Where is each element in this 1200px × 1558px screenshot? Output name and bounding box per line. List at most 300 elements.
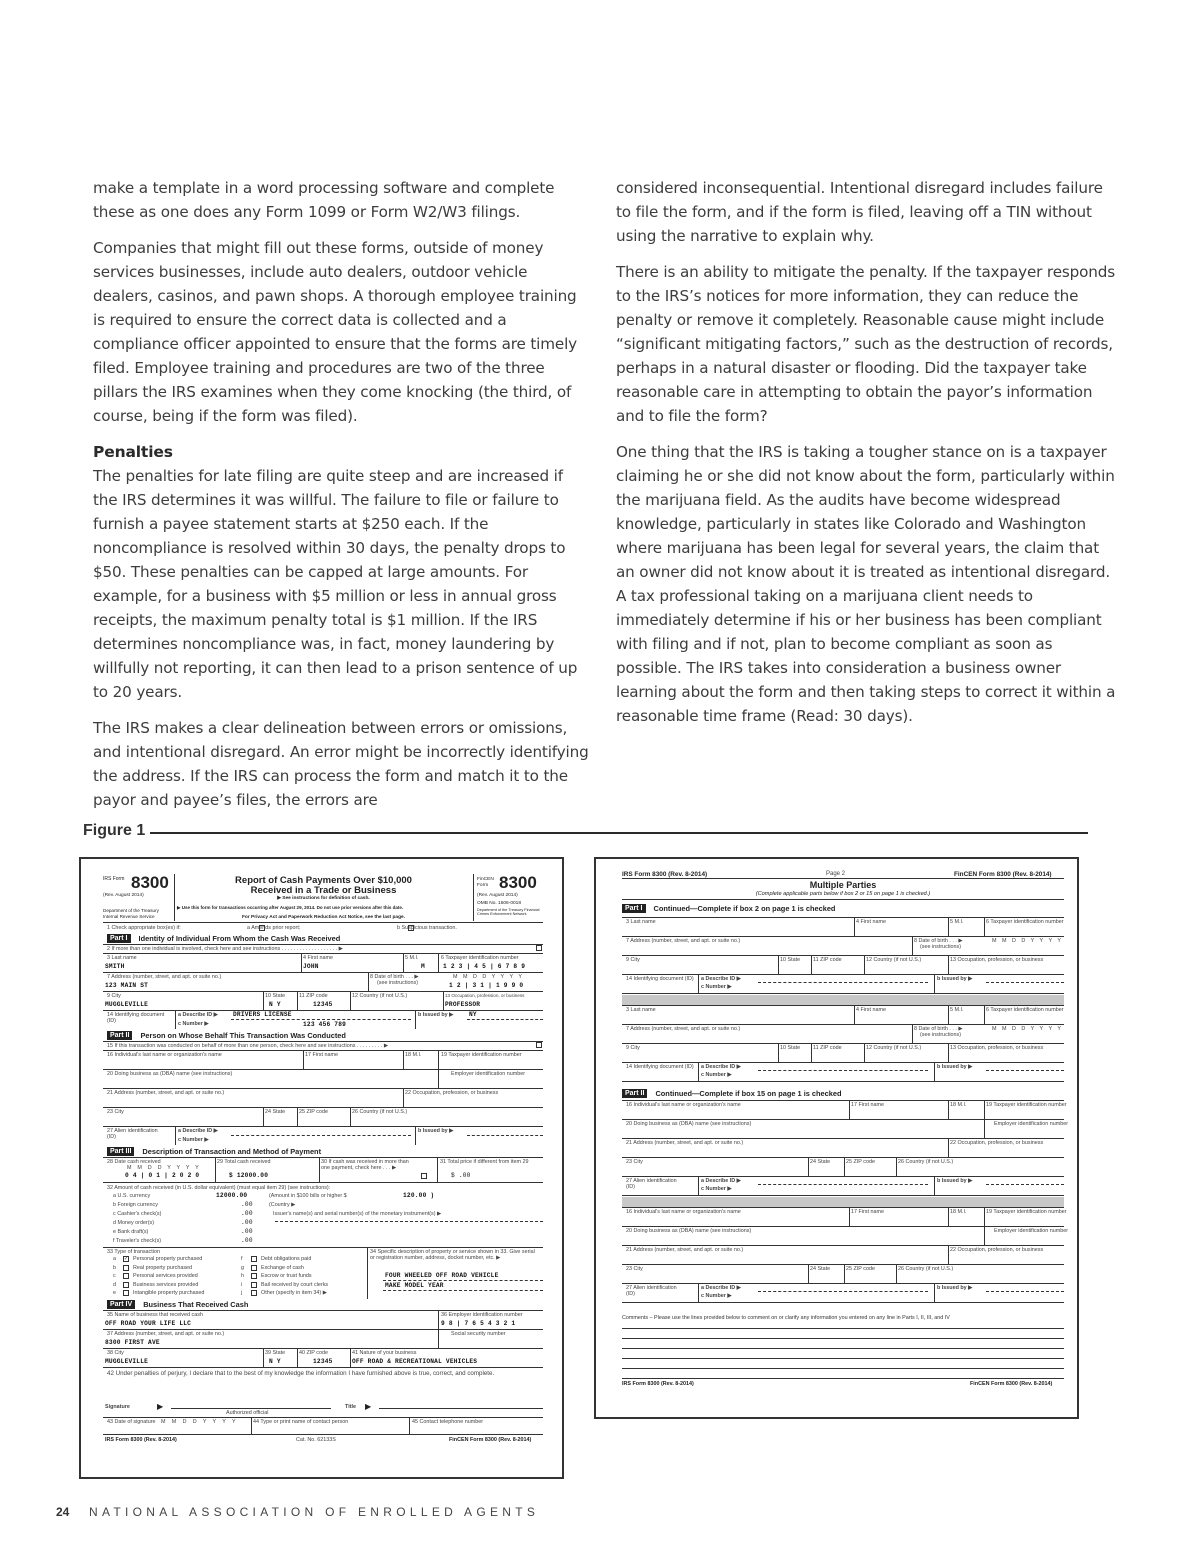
field-label: b Foreign currency [113,1202,158,1208]
divider [103,1310,543,1311]
divider [103,1069,543,1070]
divider [622,917,1064,918]
transaction-type-key: h [241,1273,244,1279]
state-value[interactable]: N Y [269,1001,281,1008]
field-label: (Amount in $100 bills or higher $ [269,1193,347,1199]
transaction-type-label: Other (specify in item 34) ▶ [261,1290,327,1296]
transaction-type-label: Real property purchased [133,1264,193,1271]
divider [103,1050,543,1051]
multiple-payments-checkbox[interactable] [421,1173,427,1179]
divider [622,1005,1064,1006]
part2-continued-header [622,1089,842,1098]
form-title-2: Received in a Trade or Business [250,885,397,896]
form-footer-right: FinCEN Form 8300 (Rev. 8-2014) [449,1437,532,1443]
divider [622,1100,1064,1101]
divider [103,953,543,954]
field-label: 16 Individual's last name or organization's name [626,1209,741,1215]
field-label: 5 M.I. [950,1007,964,1013]
line1-label: 1 Check appropriate box(es) if: [107,925,181,931]
property-description-value-2[interactable]: MAKE MODEL YEAR [385,1282,444,1289]
divider [251,1417,252,1434]
divider [849,1207,850,1226]
part-tag: Part II [622,1089,647,1098]
field-label: 21 Address (number, street, and apt. or suite no.) [626,1247,744,1253]
divider [438,953,439,972]
field-label: 12 Country (if not U.S.) [866,957,922,963]
field-label: 19 Taxpayer identification number [986,1209,1067,1215]
part-title: Continued—Complete if box 2 on page 1 is checked [653,904,836,913]
divider [948,1207,949,1226]
paragraph: The penalties for late filing are quite steep and are increased if the IRS determines it was willful. The failure to file or failure to furnish a payee statement starts at $250 each. If the noncompliance is resolved within 30 days, the penalty drops to $50. These penalties can be capped at large amounts. For example, for a business with $5 million or less in annual gross receipts, the maximum penalty total is $1 million. If the IRS determines noncompliance was, in fact, money laundering by willfully not reporting, it can then lead to a prison sentence of up to 20 years. [93,467,578,701]
divider [303,1050,304,1069]
divider [438,1050,439,1069]
field-label: Employer identification number [451,1071,526,1077]
checkbox[interactable] [123,1273,129,1279]
divider [383,1280,543,1281]
total-cash-value[interactable]: $ 12000.00 [229,1172,269,1179]
hundred-bills-value[interactable]: 120.00 ) [403,1192,435,1199]
divider [103,1247,543,1248]
divider [103,1434,543,1435]
irs-service-label: Internal Revenue Service [103,914,155,919]
transaction-type-key: b [113,1264,116,1271]
divider [984,1100,985,1119]
divider [622,1264,1064,1265]
field-label: 3 Last name [107,955,137,961]
divider [350,1107,351,1126]
field-label: 11 ZIP code [813,1045,842,1051]
city-value[interactable]: MUGGLEVILLE [105,1001,149,1008]
business-name-value[interactable]: OFF ROAD YOUR LIFE LLC [105,1320,192,1327]
field-label: f Traveler's check(s) [113,1238,162,1244]
id-description-value[interactable]: DRIVERS LICENSE [233,1011,292,1018]
field-label: 39 State [265,1350,286,1356]
transaction-type-key: d [113,1281,116,1288]
paragraph: The IRS makes a clear delineation between errors or omissions, and intentional disregard. An error might be incorrectly identifying the address. If the IRS can process the form and match it to the payor and payee’s files, the errors are [93,719,589,809]
checkbox[interactable] [251,1290,257,1296]
form-footer-left: IRS Form 8300 (Rev. 8-2014) [105,1437,177,1443]
comment-line[interactable] [622,1358,1064,1359]
field-label: 6 Taxpayer identification number [441,955,519,961]
field-label: 4 First name [856,1007,886,1013]
divider [948,1138,949,1157]
divider [844,1157,845,1176]
divider [473,874,474,921]
dob-value[interactable]: 1 2 | 3 1 | 1 9 9 0 [449,982,524,989]
paragraph: There is an ability to mitigate the penalty. If the taxpayer responds to the IRS’s notices for more information, they can reduce the penalty or remove it completely. Reasonable cause might include “significant mitigating factors,” such as the destruction of records, perhaps in a natural disaster or flooding. Did the taxpayer take reasonable care in attempting to obtain the payor’s information and to file the form? [616,263,1116,425]
field-label: 23 City [107,1109,124,1115]
foreign-currency-value[interactable]: .00 [241,1201,253,1208]
field-label: Social security number [451,1331,506,1337]
checked-checkbox[interactable]: ✓ [124,1256,129,1262]
divider [297,1107,298,1126]
field-label: 10 State [265,993,286,999]
divider [934,1176,935,1195]
field-label: 7 Address (number, street, and apt. or suite no.) [626,938,741,944]
part-title: Identity of Individual From Whom the Cash Was Received [138,934,341,943]
form-instructions: ▶ See instructions for definition of cash. [277,896,370,901]
divider [622,974,1064,975]
field-label: 4 First name [303,955,333,961]
zip-value[interactable]: 12345 [313,1001,333,1008]
divider [934,1062,935,1081]
checkbox[interactable] [123,1265,129,1271]
field-label: c Number ▶ [701,1186,732,1192]
divider [854,1005,855,1024]
date-format-label: M M D D Y Y Y Y [127,1165,201,1171]
divider [231,1019,411,1020]
field-label: 27 Alien identification (ID) [626,1178,677,1190]
separator-bar [622,995,1064,1005]
field-label: 18 M.I. [405,1052,422,1058]
divider [415,1010,416,1029]
divider [622,878,1064,879]
article-right-column [616,176,1116,740]
business-nature-value[interactable]: OFF ROAD & RECREATIONAL VEHICLES [352,1358,478,1365]
field-label: 16 Individual's last name or organization's name [107,1052,222,1058]
business-zip-value[interactable]: 12345 [313,1358,333,1365]
field-label: b Issued by ▶ [937,1178,973,1184]
transaction-type-key: e [113,1290,116,1296]
field-label: 25 ZIP code [846,1266,875,1272]
field-label: a Describe ID ▶ [178,1012,218,1018]
transaction-type-label: Intangible property purchased [133,1290,205,1296]
divider [622,1119,1064,1120]
date-format-label: M M D D Y Y Y Y [992,938,1063,944]
divider [912,1024,913,1043]
part1-continued-header [622,904,835,913]
multiple-individuals-checkbox[interactable] [536,945,542,951]
field-label: 17 First name [851,1209,884,1215]
signature-label: Signature [105,1404,130,1410]
first-name-value[interactable]: JOHN [303,963,319,970]
divider [986,1184,1064,1185]
field-label: 20 Doing business as (DBA) name (see instructions) [107,1071,233,1077]
bank-draft-value[interactable]: .00 [241,1228,253,1235]
field-label: 10 State [780,957,801,963]
divider [622,955,1064,956]
field-label: a Describe ID ▶ [701,1178,741,1184]
part-title: Person on Whose Behalf This Transaction Was Conducted [140,1031,346,1040]
divider [467,1019,543,1020]
transaction-type-key: f [241,1256,243,1262]
fincen-rev: (Rev. August 2014) [477,893,518,898]
field-label: 26 Country (if not U.S.) [352,1109,408,1115]
part-tag: Part I [107,934,131,943]
divider [698,974,699,993]
arrow-icon: ▶ [157,1402,164,1411]
part1-header [107,934,340,943]
part-title: Business That Received Cash [143,1300,249,1309]
date-received-value[interactable]: 0 4 | 0 1 | 2 0 2 0 [125,1172,200,1179]
divider [403,953,404,972]
field-label: 22 Occupation, profession, or business [950,1140,1044,1146]
field-label: 7 Address (number, street, and apt. or suite no.) [626,1026,741,1032]
field-label: 18 M.I. [950,1209,967,1215]
fincen-dept: Department of the Treasury Financial Crimes Enforcement Network [477,908,540,917]
date-format-label: M M D D Y Y Y Y [992,1026,1063,1032]
field-label: 8 Date of birth . . . ▶ [914,1026,963,1032]
divider [948,1100,949,1119]
field-label: 34 Specific description of property or service shown in 33. Give serial or registration number, address, docket number, etc. ▶ [370,1249,535,1262]
divider [849,1100,850,1119]
divider [103,1157,543,1158]
figure-rule [150,832,1088,834]
transaction-type-label: Personal services provided [133,1273,198,1279]
paragraph: Companies that might fill out these forms, outside of money services businesses, include auto dealers, outdoor vehicle dealers, casinos, and pawn shops. A thorough employee training is required to ensure the correct data is collected and a compliance officer appointed to ensure that the forms are timely filed. Employee training and procedures are two of the three pillars the IRS examines when they come knocking (the third, of course, being if the form was filed). [93,239,577,425]
field-label: 24 State [265,1109,286,1115]
divider [622,936,1064,937]
divider [934,974,935,993]
last-name-value[interactable]: SMITH [105,963,125,970]
field-label: 8 Date of birth . . . ▶ [370,974,419,980]
figure-label: Figure 1 [83,822,146,839]
field-label: Authorized official [226,1410,269,1416]
divider [984,1207,985,1226]
page2-title: Multiple Parties [809,880,877,890]
field-label: 27 Alien identification (ID) [107,1128,158,1140]
travelers-check-value[interactable]: .00 [241,1237,253,1244]
divider [438,1069,439,1088]
irs-form-label: IRS Form [103,876,125,882]
transaction-type-key: g [241,1264,244,1271]
divider [301,953,302,972]
divider [698,1062,699,1081]
field-label: 22 Occupation, profession, or business [950,1247,1044,1253]
id-issued-value[interactable]: NY [469,1011,477,1018]
divider [263,1107,264,1126]
field-label: c Number ▶ [178,1137,209,1143]
field-label: 5 M.I. [405,955,419,961]
divider [844,1264,845,1283]
page2-subtitle: (Complete applicable parts below if box 2 or 15 on page 1 is checked.) [755,891,931,897]
divider [215,1157,216,1182]
field-label: 6 Taxpayer identification number [986,919,1064,925]
divider [103,922,543,923]
divider [984,1005,985,1024]
divider [409,1417,410,1434]
field-label: 33 Type of transaction [107,1249,160,1255]
checkbox[interactable] [251,1265,257,1271]
divider [443,991,444,1010]
form-number: 8300 [131,873,169,892]
divider [622,1176,1064,1177]
divider [948,1245,949,1264]
field-label: 14 Identifying document (ID) [107,1012,165,1024]
divider [622,1195,1064,1196]
field-label: 17 First name [851,1102,884,1108]
field-label: 19 Taxpayer identification number [986,1102,1067,1108]
field-label: 23 City [626,1159,643,1165]
field-label: 20 Doing business as (DBA) name (see instructions) [626,1228,752,1234]
field-label: 35 Name of business that received cash [107,1312,203,1318]
form-8300-page1 [79,857,564,1479]
divider [698,1176,699,1195]
divider [698,1283,699,1302]
checkbox[interactable] [251,1273,257,1279]
field-label: 9 City [626,957,640,963]
title-line[interactable] [379,1408,543,1409]
field-label: b Issued by ▶ [937,1064,973,1070]
field-label: Employer identification number [994,1228,1069,1234]
field-label: a Describe ID ▶ [178,1128,218,1134]
divider [984,917,985,936]
divider [778,955,779,974]
checkbox[interactable] [123,1290,129,1296]
field-label: c Number ▶ [701,1072,732,1078]
field-label: 14 Identifying document (ID) [626,1064,694,1070]
field-label: 24 State [810,1266,831,1272]
transaction-type-key: i [241,1281,243,1288]
field-label: b Issued by ▶ [418,1012,454,1018]
field-label: 38 City [107,1350,124,1356]
divider [758,982,928,983]
transaction-type-label: Bail received by court clerks [261,1281,329,1288]
field-label: 43 Date of signature [107,1419,156,1425]
divider [986,1070,1064,1071]
divider [896,1264,897,1283]
field-label: 3 Last name [626,919,656,925]
privacy-note: For Privacy Act and Paperwork Reduction Act Notice, see the last page. [241,915,406,920]
perjury-statement: 42 Under penalties of perjury, I declare that to the best of my knowledge the information I have furnished above is true, correct, and complete. [107,1370,495,1377]
fincen-form-number: 8300 [499,873,537,892]
form-rev: (Rev. August 2014) [103,893,144,898]
divider [103,1126,543,1127]
occupation-value[interactable]: PROFESSOR [445,1001,481,1008]
separator-bar [622,1197,1064,1207]
divider [864,1043,865,1062]
transaction-type-label: Business services provided [133,1281,199,1288]
field-label: 25 ZIP code [846,1159,875,1165]
divider [758,1184,928,1185]
divider [383,1290,543,1291]
divider [758,1070,928,1071]
address-value[interactable]: 123 MAIN ST [105,982,149,989]
money-order-value[interactable]: .00 [241,1219,253,1226]
transaction-type-key: a [113,1256,116,1262]
field-label: Employer identification number [994,1121,1069,1127]
part-tag: Part II [107,1031,132,1040]
divider [319,1157,320,1182]
field-label: 32 Amount of cash received (in U.S. dollar equivalent) (must equal item 29) (see instructions): [107,1185,331,1191]
field-label: b Issued by ▶ [937,1285,973,1291]
divider [948,955,949,974]
comment-line[interactable] [622,1338,1064,1339]
field-label: (see instructions) [377,980,419,986]
comment-line[interactable] [622,1348,1064,1349]
divider [350,991,351,1010]
field-label: 29 Total cash received [217,1159,271,1165]
divider [984,1119,985,1138]
tin-value[interactable]: 1 2 3 | 4 5 | 6 7 8 9 [443,963,526,970]
field-label: 24 State [810,1159,831,1165]
field-label: 9 City [107,993,121,999]
total-price-value[interactable]: $ .00 [451,1172,471,1179]
divider [103,1367,543,1368]
field-label: 44 Type or print name of contact person [253,1419,349,1425]
divider [948,1005,949,1024]
dept-label: Department of the Treasury [103,908,159,913]
field-label: c Cashier's check(s) [113,1211,162,1217]
divider [622,1226,1064,1227]
field-label: 40 ZIP code [299,1350,328,1356]
field-label: a Describe ID ▶ [701,976,741,982]
divider [622,1302,1064,1303]
field-label: 18 M.I. [950,1102,967,1108]
divider [103,1088,543,1089]
divider [297,1348,298,1367]
field-label: 41 Nature of your business [352,1350,417,1356]
checkbox[interactable] [251,1256,257,1262]
field-label: d Money order(s) [113,1220,155,1226]
divider [103,1010,543,1011]
field-label: e Bank draft(s) [113,1229,149,1235]
checkbox[interactable] [251,1282,257,1288]
field-label: 12 Country (if not U.S.) [866,1045,922,1051]
divider [174,874,175,921]
article-left-column [93,176,589,824]
divider [622,1283,1064,1284]
field-label: 36 Employer identification number [441,1312,523,1318]
business-state-value[interactable]: N Y [269,1358,281,1365]
part-tag: Part I [622,904,646,913]
field-label: 31 Total price if different from item 29 [440,1159,529,1165]
arrow-icon: ▶ [365,1402,372,1411]
multiple-persons-checkbox[interactable] [536,1042,542,1048]
divider [437,1157,438,1182]
field-label: 19 Taxpayer identification number [441,1052,522,1058]
divider [175,1010,176,1029]
comment-line[interactable] [622,1368,1064,1369]
divider [896,1157,897,1176]
divider [403,1088,404,1107]
field-label: 27 Alien identification (ID) [626,1285,677,1297]
cashiers-check-value[interactable]: .00 [241,1210,253,1217]
field-label: 11 ZIP code [813,957,842,963]
divider [263,1348,264,1367]
divider [986,982,1064,983]
divider [811,955,812,974]
divider [403,1050,404,1069]
mi-value[interactable]: M [421,963,425,970]
comment-line[interactable] [622,1328,1064,1329]
checkbox[interactable] [123,1282,129,1288]
transaction-type-key: c [113,1273,116,1279]
field-label: 3 Last name [626,1007,656,1013]
us-currency-value[interactable]: 12000.00 [216,1192,248,1199]
field-label: b Issued by ▶ [937,976,973,982]
field-label: 21 Address (number, street, and apt. or suite no.) [107,1090,225,1096]
property-description-value[interactable]: FOUR WHEELED OFF ROAD VEHICLE [385,1272,499,1279]
signature-line[interactable] [171,1408,331,1409]
field-label: 12 Country (if not U.S.) [352,993,408,999]
divider [778,1043,779,1062]
divider [467,1135,543,1136]
business-city-value[interactable]: MUGGLEVILLE [105,1358,149,1365]
business-address-value[interactable]: 8300 FIRST AVE [105,1339,160,1346]
id-number-value[interactable]: 123 456 789 [303,1021,347,1028]
ein-value[interactable]: 9 8 | 7 6 5 4 3 2 1 [441,1320,516,1327]
divider [622,899,1064,900]
form-footer-catalog: Cat. No. 62133S [296,1437,336,1443]
divider [622,1157,1064,1158]
field-label: a U.S. currency [113,1193,151,1199]
field-label: 37 Address (number, street, and apt. or suite no.) [107,1331,225,1337]
divider [103,1182,543,1183]
form-footer-left: IRS Form 8300 (Rev. 8-2014) [622,1381,694,1387]
field-label: 14 Identifying document (ID) [626,976,694,982]
field-label: 11 ZIP code [299,993,328,999]
